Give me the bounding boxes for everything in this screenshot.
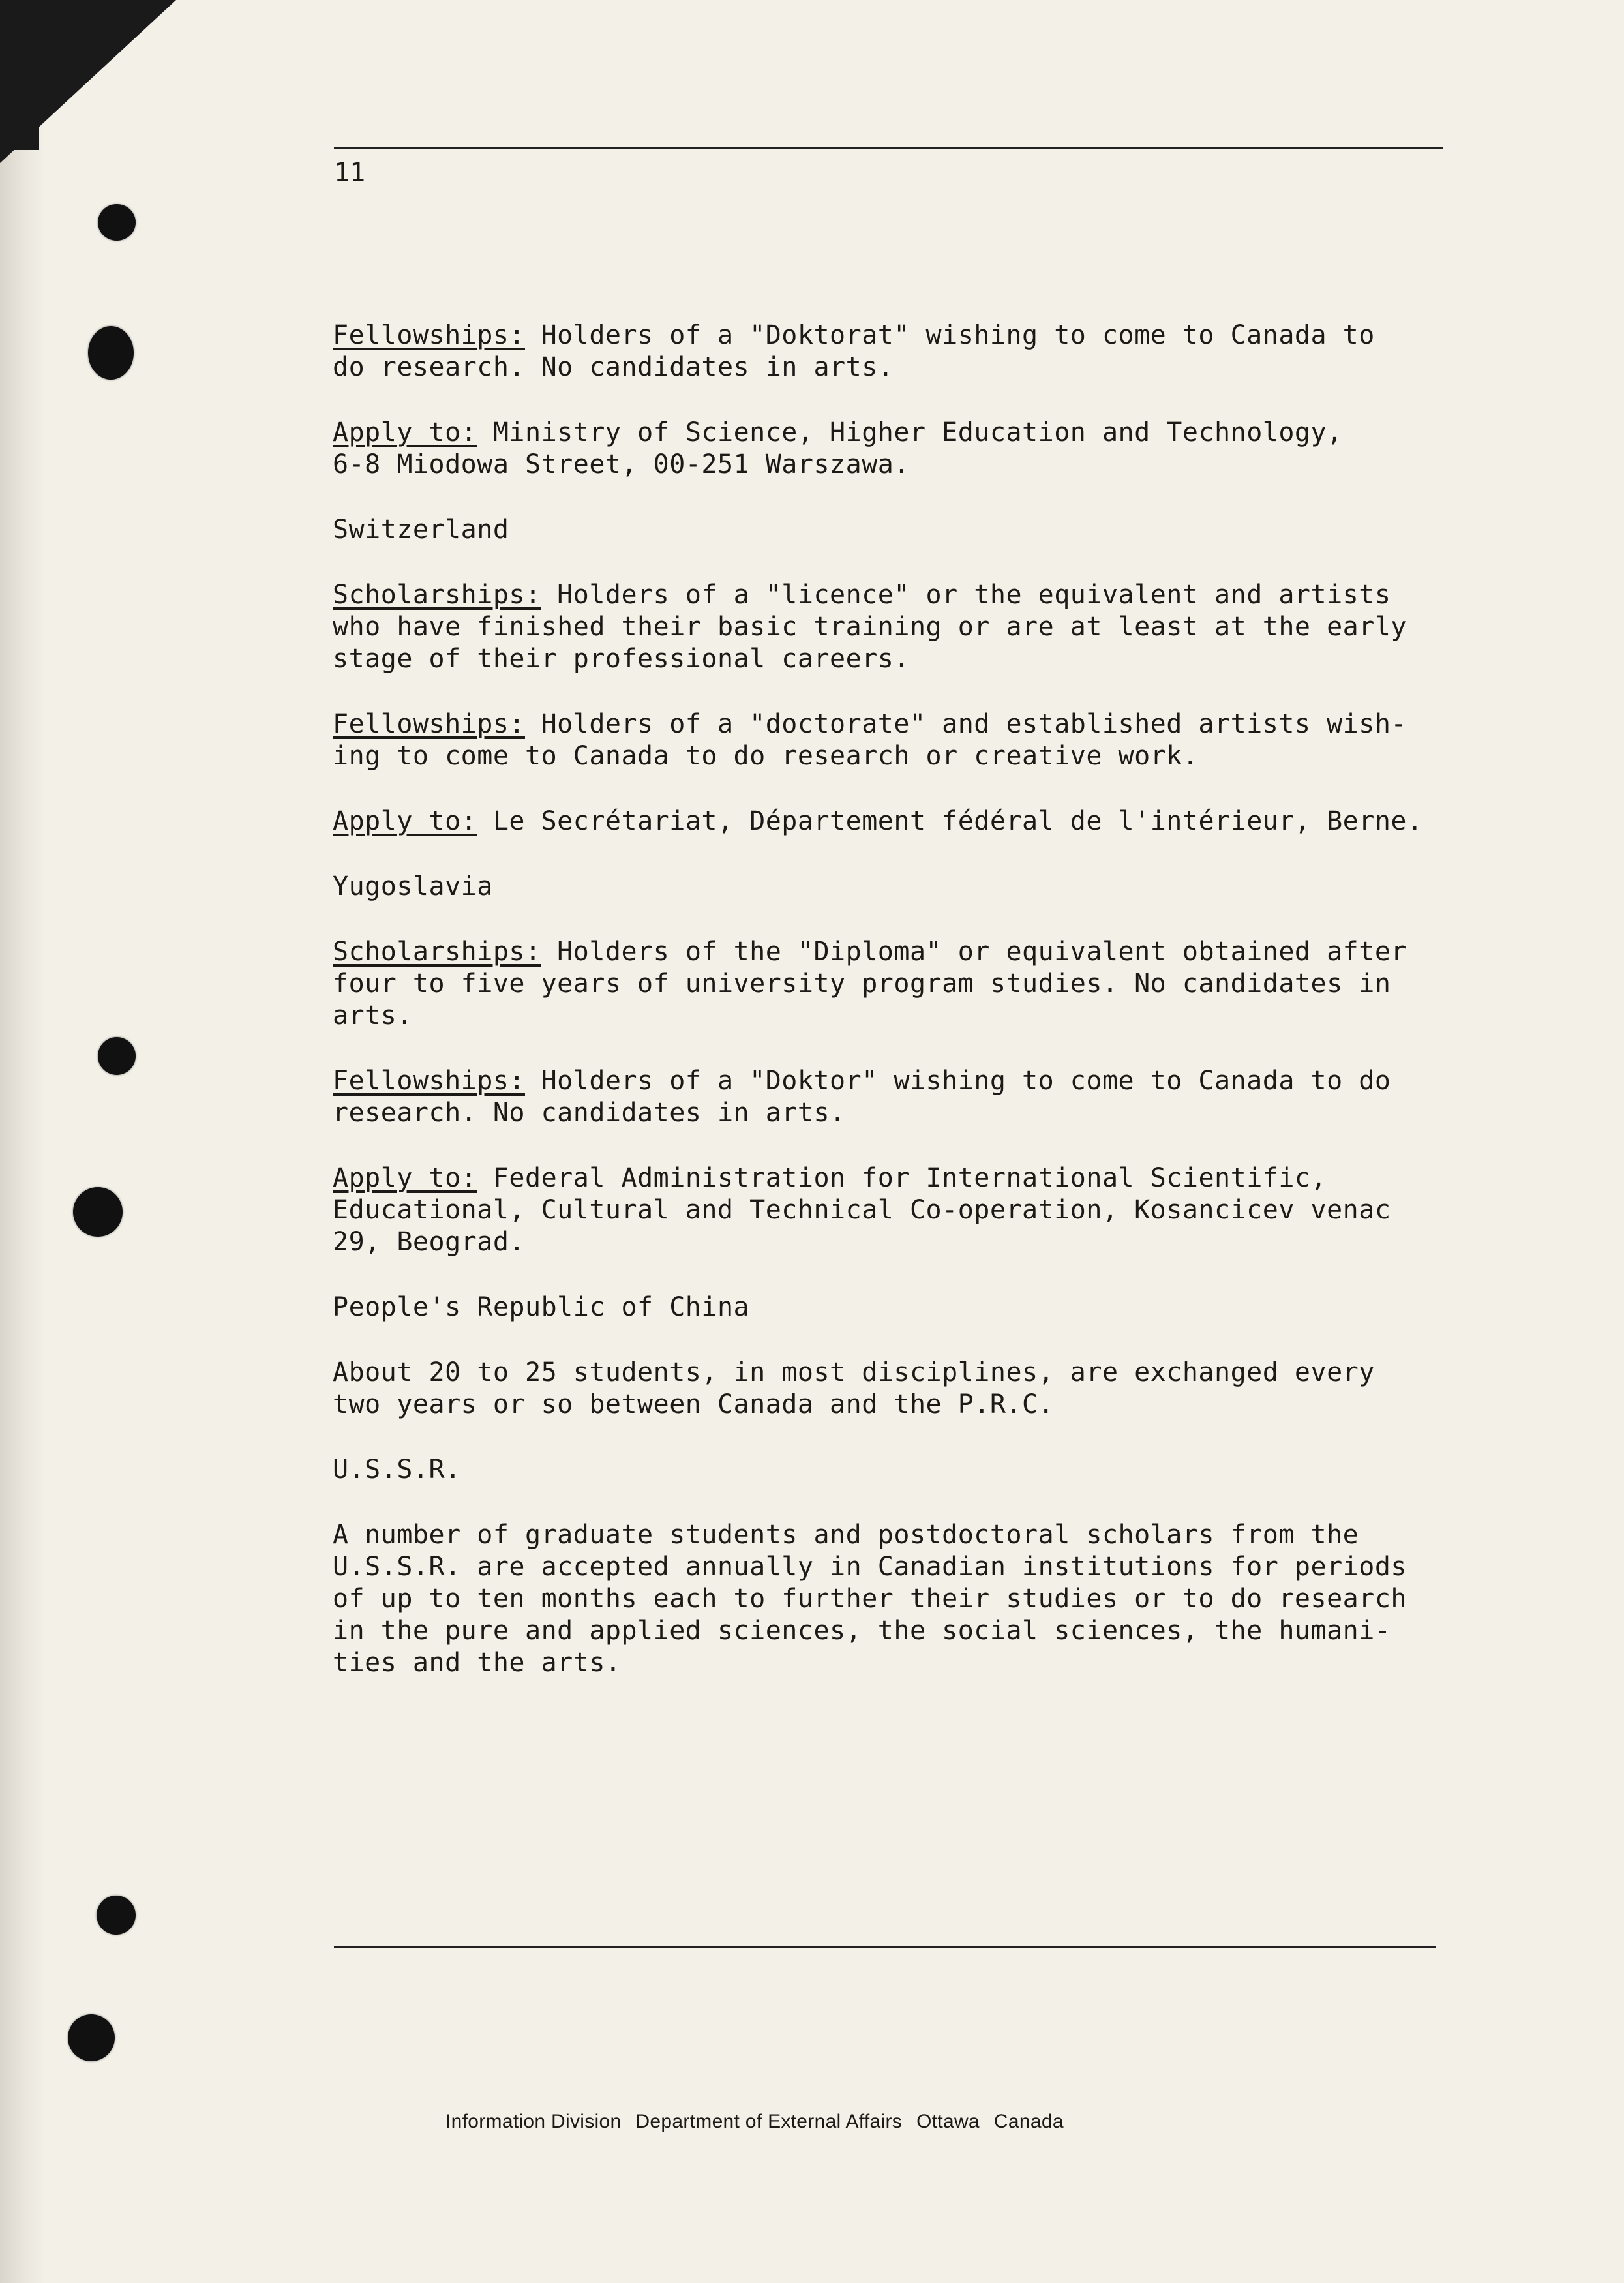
paragraph-label: Apply to: bbox=[333, 417, 477, 447]
paragraph-label: Fellowships: bbox=[333, 709, 525, 739]
paragraph-text: Yugoslavia bbox=[333, 871, 493, 901]
paragraph bbox=[333, 579, 1494, 675]
paragraph-text: Federal Administration for International Scientific, Educational, Cultural and Technical Co-operation, Kosancicev venac 29, Beograd. bbox=[333, 1163, 1391, 1257]
paragraph bbox=[333, 417, 1494, 481]
paragraph-text: U.S.S.R. bbox=[333, 1455, 461, 1485]
corner-fold bbox=[0, 0, 176, 163]
section-heading-switzerland bbox=[333, 514, 1494, 546]
footer-department: Department of External Affairs bbox=[635, 2111, 903, 2132]
paragraph-label: Fellowships: bbox=[333, 320, 525, 350]
paragraph-text: About 20 to 25 students, in most disciplines, are exchanged every two years or so between Canada and the P.R.C. bbox=[333, 1357, 1375, 1419]
paragraph-text: A number of graduate students and postdoctoral scholars from the U.S.S.R. are accepted annually in Canadian institutions for periods of up to ten months each to further their studies or to do research in the pure and applied sciences, the social sciences, the humani- ties and the arts. bbox=[333, 1520, 1407, 1678]
paragraph-text: Holders of a "Doktor" wishing to come to Canada to do research. No candidates in arts. bbox=[333, 1066, 1391, 1128]
paragraph bbox=[333, 320, 1494, 384]
paragraph-label: Apply to: bbox=[333, 1163, 477, 1193]
footer-country: Canada bbox=[993, 2111, 1064, 2132]
paragraph-label: Apply to: bbox=[333, 806, 477, 836]
paragraph-text: Holders of a "doctorate" and established artists wish- ing to come to Canada to do research or creative work. bbox=[333, 709, 1407, 771]
paragraph-label: Scholarships: bbox=[333, 580, 541, 610]
page-number: 11 bbox=[334, 158, 366, 188]
paragraph-text: Holders of the "Diploma" or equivalent obtained after four to five years of university program studies. No candidates in arts. bbox=[333, 937, 1407, 1031]
binder-hole bbox=[97, 1896, 136, 1935]
paragraph-text: People's Republic of China bbox=[333, 1292, 750, 1322]
binder-hole bbox=[88, 326, 134, 380]
binder-hole bbox=[73, 1187, 123, 1237]
footer-division: Information Division bbox=[445, 2111, 622, 2132]
paragraph bbox=[333, 806, 1494, 838]
paragraph-text: Holders of a "Doktorat" wishing to come to Canada to do research. No candidates in arts. bbox=[333, 320, 1375, 382]
binding-edge bbox=[0, 0, 46, 2283]
paragraph bbox=[333, 936, 1494, 1032]
paragraph-label: Fellowships: bbox=[333, 1066, 525, 1096]
paragraph-text: Holders of a "licence" or the equivalent and artists who have finished their basic training or are at least at the early stage of their professional careers. bbox=[333, 580, 1407, 674]
binder-hole bbox=[98, 1037, 136, 1075]
section-heading-china bbox=[333, 1292, 1494, 1323]
footer bbox=[445, 2111, 1078, 2133]
paragraph bbox=[333, 1519, 1494, 1679]
paragraph-text: Switzerland bbox=[333, 515, 509, 545]
binder-hole bbox=[98, 204, 136, 241]
section-heading-yugoslavia bbox=[333, 871, 1494, 903]
paragraph-text: Le Secrétariat, Département fédéral de l'intérieur, Berne. bbox=[477, 806, 1423, 836]
footer-rule bbox=[334, 1946, 1436, 1948]
paragraph bbox=[333, 708, 1494, 772]
paragraph bbox=[333, 1162, 1494, 1258]
paragraph bbox=[333, 1065, 1494, 1129]
body-text bbox=[333, 320, 1494, 1712]
binder-hole bbox=[68, 2014, 115, 2061]
section-heading-ussr bbox=[333, 1454, 1494, 1486]
paragraph bbox=[333, 1357, 1494, 1421]
paragraph-text: Ministry of Science, Higher Education and Technology, 6-8 Miodowa Street, 00-251 Warszawa. bbox=[333, 417, 1343, 479]
paragraph-label: Scholarships: bbox=[333, 937, 541, 967]
footer-city: Ottawa bbox=[916, 2111, 980, 2132]
header-rule bbox=[334, 147, 1443, 149]
